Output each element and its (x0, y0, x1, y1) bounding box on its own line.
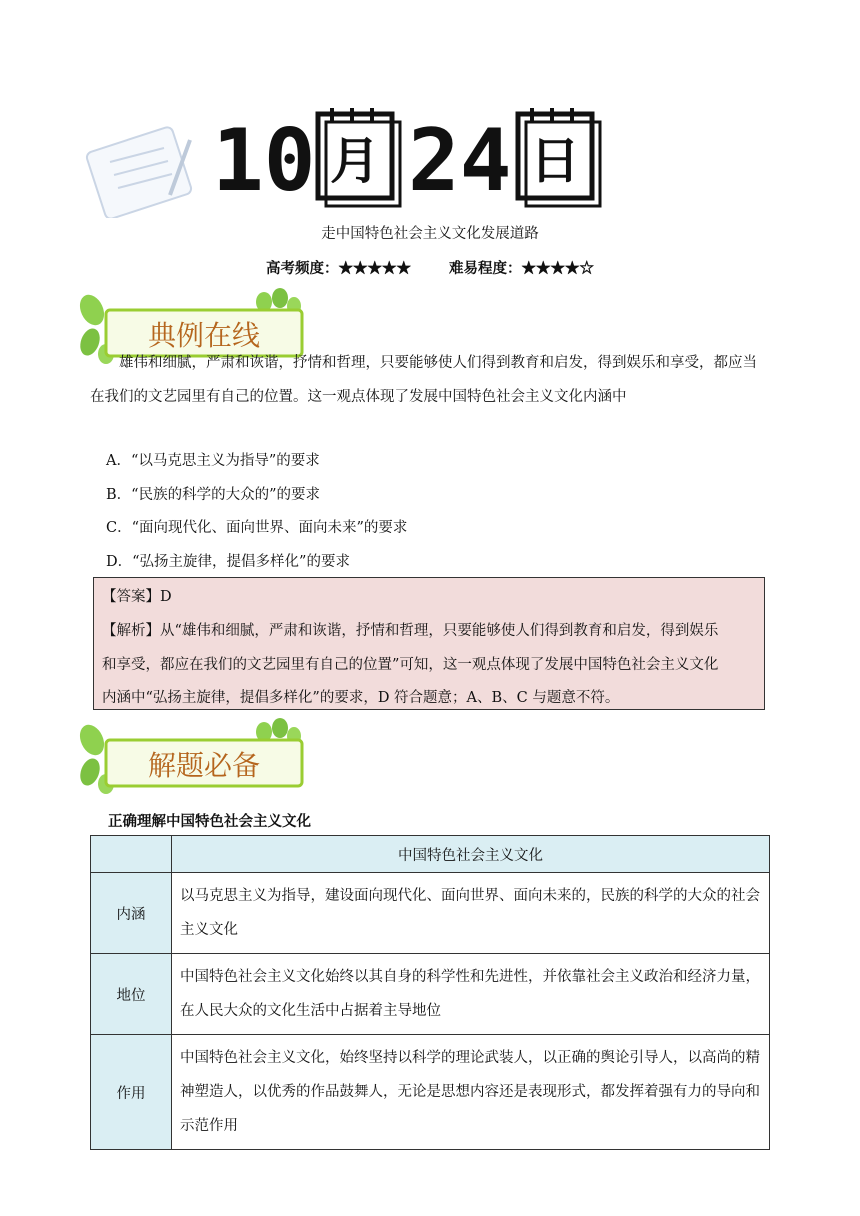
day-number: 24 (408, 111, 512, 211)
row-text: 中国特色社会主义文化始终以其自身的科学性和先进性，并依靠社会主义政治和经济力量，在人民大众的文化生活中占据着主导地位 (172, 954, 770, 1035)
section-title-example: 典例在线 (147, 319, 261, 352)
clipboard-icon (85, 126, 192, 218)
option-b: B．“民族的科学的大众的”的要求 (106, 487, 320, 503)
option-a: A．“以马克思主义为指导”的要求 (106, 453, 320, 469)
section-title-prep: 解题必备 (147, 749, 261, 782)
month-calendar-icon (318, 108, 400, 206)
question-stem: 雄伟和细腻，严肃和诙谐，抒情和哲理，只要能够使人们得到教育和启发，得到娱乐和享受，都应当 在我们的文艺园里有自己的位置。这一观点体现了发展中国特色社会主义文化内涵中 (90, 355, 757, 405)
table-row (91, 873, 770, 954)
svg-text:日: 日 (530, 132, 580, 190)
analysis-line: 【解析】从“雄伟和细腻，严肃和诙谐，抒情和哲理，只要能够使人们得到教育和启发，得到娱乐 (102, 623, 719, 639)
row-label: 地位 (91, 954, 172, 1035)
rating-line (0, 257, 860, 278)
answer-line: 【答案】D (102, 589, 172, 605)
frequency-rating: 高考频度：★★★★★ (266, 260, 411, 277)
row-text: 以马克思主义为指导，建设面向现代化、面向世界、面向未来的，民族的科学的大众的社会主义文化 (172, 873, 770, 954)
day-calendar-icon (518, 108, 600, 206)
page-subtitle: 走中国特色社会主义文化发展道路 (321, 226, 539, 242)
option-d: D．“弘扬主旋律，提倡多样化”的要求 (106, 554, 350, 570)
answer-box (93, 577, 765, 710)
table-header-empty (91, 836, 172, 873)
date-banner-graphic (82, 100, 622, 218)
analysis-line: 和享受，都应在我们的文艺园里有自己的位置”可知，这一观点体现了发展中国特色社会主义文化 (102, 657, 719, 673)
section-banner-prep (76, 718, 308, 796)
analysis-line: 内涵中“弘扬主旋律，提倡多样化”的要求，D 符合题意；A、B、C 与题意不符。 (102, 690, 620, 706)
table-column-header: 中国特色社会主义文化 (172, 836, 770, 873)
option-c: C．“面向现代化、面向世界、面向未来”的要求 (106, 520, 408, 536)
table-header-row (91, 836, 770, 873)
row-label: 内涵 (91, 873, 172, 954)
svg-text:月: 月 (330, 132, 380, 190)
month-number: 10 (212, 111, 316, 211)
concept-table (90, 835, 770, 1150)
table-row (91, 1035, 770, 1150)
difficulty-rating: 难易程度：★★★★☆ (449, 260, 594, 277)
date-banner (82, 100, 622, 218)
table-row (91, 954, 770, 1035)
table-title: 正确理解中国特色社会主义文化 (108, 813, 311, 830)
row-label: 作用 (91, 1035, 172, 1150)
row-text: 中国特色社会主义文化，始终坚持以科学的理论武装人，以正确的舆论引导人，以高尚的精神塑造人，以优秀的作品鼓舞人，无论是思想内容还是表现形式，都发挥着强有力的导向和示范作用 (172, 1035, 770, 1150)
